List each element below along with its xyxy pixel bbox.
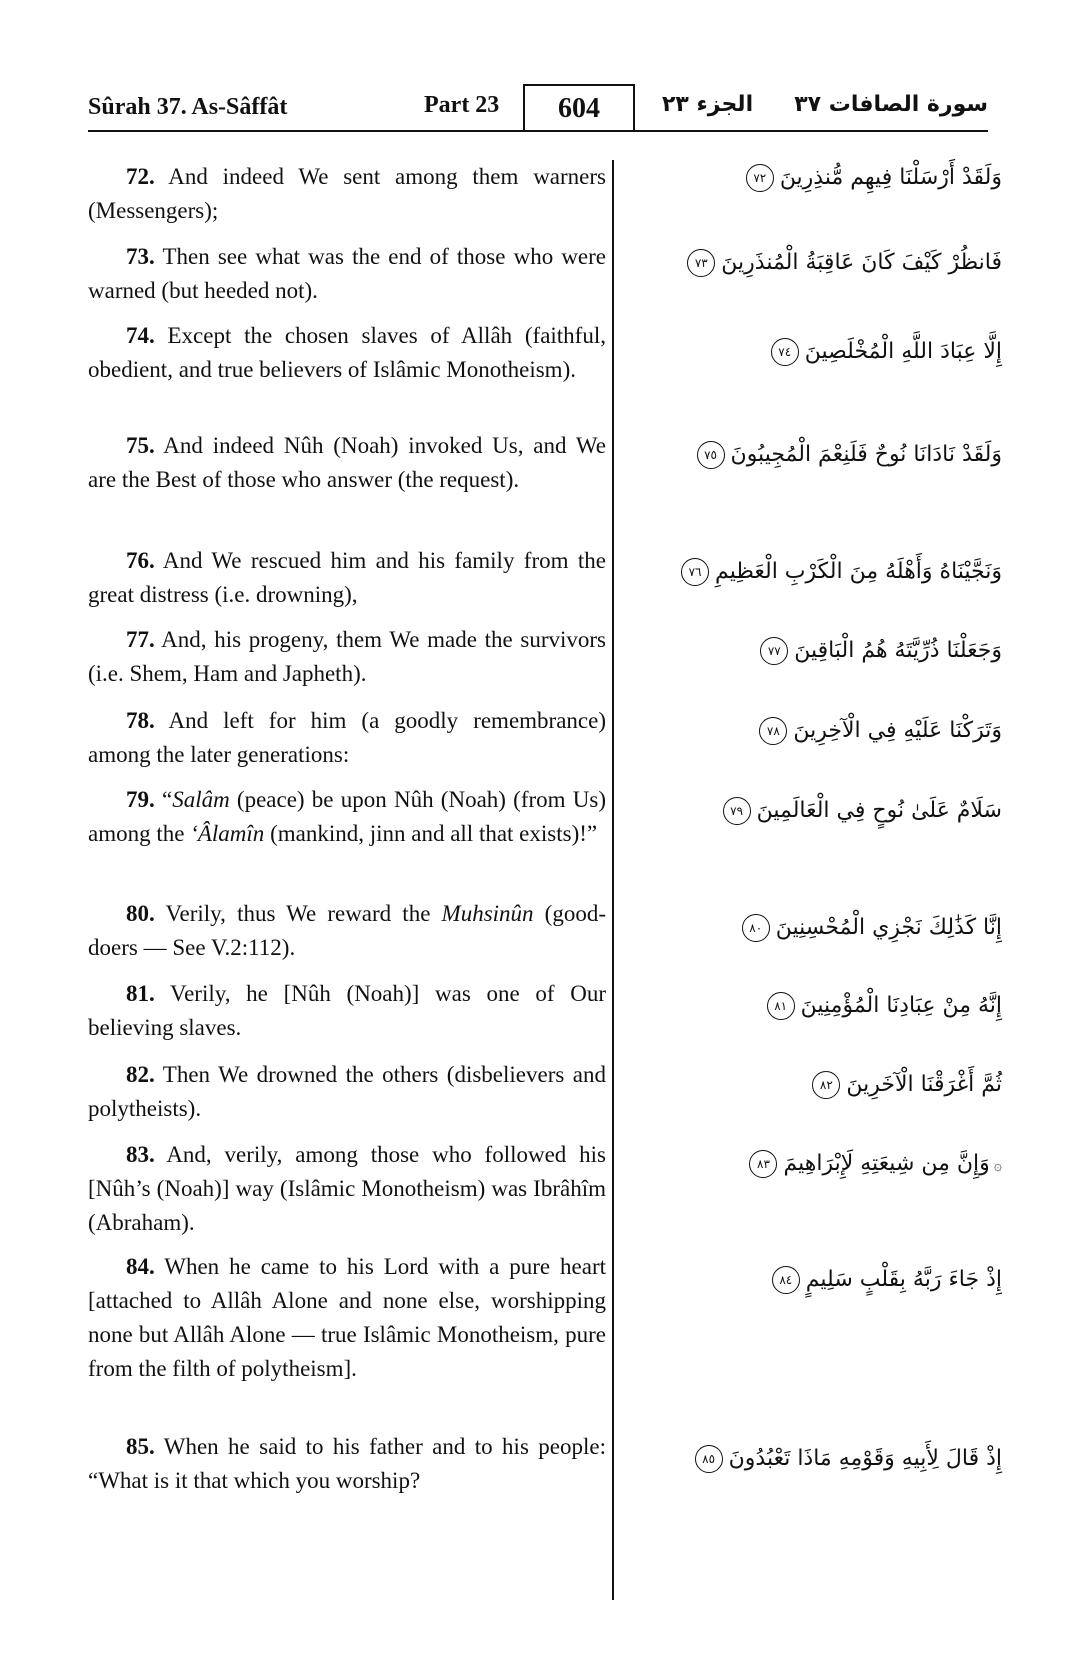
verse-text: When he said to his father and to his people: “What is it that which you worship?	[88, 1434, 606, 1493]
verse-text: And We rescued him and his family from the great distress (i.e. drowning),	[88, 548, 606, 607]
arabic-text: وَلَقَدْ أَرْسَلْنَا فِيهِم مُّنذِرِينَ	[779, 165, 1002, 190]
verse-text: Except the chosen slaves of Allâh (faithful, obedient, and true believers of Islâmic Monotheism).	[88, 323, 606, 382]
ayah-number-marker: ٧٩	[723, 797, 751, 825]
verse-number: 83.	[126, 1142, 155, 1167]
arabic-text: فَانظُرْ كَيْفَ كَانَ عَاقِبَةُ الْمُنذَرِينَ	[721, 250, 1002, 275]
verse-77-english	[88, 623, 606, 691]
verse-number: 79.	[126, 787, 155, 812]
verse-text: Verily, thus We reward the	[154, 901, 442, 926]
juz-label-arabic: الجزء ٢٣	[662, 92, 754, 117]
verse-number: 77.	[126, 627, 155, 652]
hizb-star-icon: ۞	[993, 1158, 1002, 1174]
verse-84-arabic	[662, 1262, 1002, 1298]
page-number: 604	[523, 84, 635, 130]
part-label: Part 23	[424, 92, 500, 118]
verse-text: Verily, he [Nûh (Noah)] was one of Our believing slaves.	[88, 981, 606, 1040]
ayah-number-marker: ٧٢	[746, 164, 774, 192]
verse-italic-term: ‘Âlamîn	[190, 821, 265, 846]
verse-74-arabic	[662, 334, 1002, 370]
ayah-number-marker: ٧٦	[681, 558, 709, 586]
verse-text: And, his progeny, them We made the survivors (i.e. Shem, Ham and Japheth).	[88, 627, 606, 686]
verse-81-arabic	[662, 988, 1002, 1024]
verse-number: 82.	[126, 1062, 155, 1087]
verse-number: 80.	[126, 901, 155, 926]
verse-80-arabic	[662, 910, 1002, 946]
verse-80-english	[88, 897, 606, 965]
verse-72-english	[88, 160, 606, 228]
verse-75-arabic	[662, 437, 1002, 473]
verse-83-arabic	[662, 1146, 1002, 1184]
verse-85-english	[88, 1430, 606, 1498]
verse-82-english	[88, 1058, 606, 1126]
ayah-number-marker: ٧٤	[771, 338, 799, 366]
verse-text: And, verily, among those who followed his [Nûh’s (Noah)] way (Islâmic Monotheism) was Ibrâhîm (Abraham).	[88, 1142, 606, 1235]
verse-73-english	[88, 240, 606, 308]
arabic-text: سَلَامٌ عَلَىٰ نُوحٍ فِي الْعَالَمِينَ	[756, 798, 1002, 823]
verse-85-arabic	[662, 1441, 1002, 1477]
arabic-text: إِلَّا عِبَادَ اللَّهِ الْمُخْلَصِينَ	[804, 339, 1002, 364]
verse-text: And indeed We sent among them warners (Messengers);	[88, 164, 606, 223]
ayah-number-marker: ٨٠	[742, 914, 770, 942]
ayah-number-marker: ٧٧	[760, 637, 788, 665]
verse-number: 84.	[126, 1254, 155, 1279]
column-divider	[612, 160, 614, 1600]
verse-78-english	[88, 704, 606, 772]
verse-82-arabic	[662, 1067, 1002, 1103]
ayah-number-marker: ٨٥	[695, 1445, 723, 1473]
verse-number: 75.	[126, 433, 155, 458]
verse-73-arabic	[662, 245, 1002, 281]
verse-number: 72.	[126, 164, 155, 189]
verse-number: 76.	[126, 548, 155, 573]
arabic-text: وَنَجَّيْنَاهُ وَأَهْلَهُ مِنَ الْكَرْبِ الْعَظِيمِ	[715, 559, 1002, 584]
verse-text: (mankind, jinn and all that exists)!”	[264, 821, 598, 846]
verse-text: “	[154, 787, 173, 812]
verse-italic-term: Muhsinûn	[441, 901, 534, 926]
arabic-text: إِذْ قَالَ لِأَبِيهِ وَقَوْمِهِ مَاذَا تَعْبُدُونَ	[728, 1446, 1002, 1471]
verse-text: (peace) be upon Nûh (Noah) (from Us) among the	[88, 787, 606, 846]
arabic-text: وَجَعَلْنَا ذُرِّيَّتَهُ هُمُ الْبَاقِينَ	[794, 638, 1002, 663]
ayah-number-marker: ٨٣	[749, 1150, 777, 1178]
page-header	[88, 84, 988, 132]
verse-text: And left for him (a goodly remembrance) among the later generations:	[88, 708, 606, 767]
arabic-text: وَإِنَّ مِن شِيعَتِهِ لَإِبْرَاهِيمَ	[783, 1151, 990, 1176]
verse-number: 81.	[126, 981, 155, 1006]
verse-number: 74.	[126, 323, 155, 348]
ayah-number-marker: ٧٣	[687, 249, 715, 277]
verse-83-english	[88, 1138, 606, 1240]
verse-75-english	[88, 429, 606, 497]
arabic-text: إِنَّهُ مِنْ عِبَادِنَا الْمُؤْمِنِينَ	[800, 993, 1002, 1018]
arabic-text: إِنَّا كَذَٰلِكَ نَجْزِي الْمُحْسِنِينَ	[775, 915, 1002, 940]
verse-text: Then We drowned the others (disbelievers and polytheists).	[88, 1062, 606, 1121]
header-rule	[88, 130, 988, 132]
surah-title-english: Sûrah 37. As-Sâffât	[88, 94, 288, 120]
verse-text: (good-doers — See V.2:112).	[88, 901, 606, 960]
verse-text: When he came to his Lord with a pure heart [attached to Allâh Alone and none else, worshipping none but Allâh Alone — true Islâmic Monotheism, pure from the filth of polytheism].	[88, 1254, 606, 1381]
arabic-text: ثُمَّ أَغْرَقْنَا الْآخَرِينَ	[846, 1072, 1002, 1097]
surah-title-arabic: سورة الصافات ٣٧	[794, 92, 988, 117]
verse-72-arabic	[662, 160, 1002, 196]
verse-text: Then see what was the end of those who were warned (but heeded not).	[88, 244, 606, 303]
verse-76-arabic	[662, 554, 1002, 590]
verse-italic-term: Salâm	[172, 787, 230, 812]
verse-79-english	[88, 783, 606, 851]
verse-84-english	[88, 1250, 606, 1386]
verse-74-english	[88, 319, 606, 387]
verse-number: 85.	[126, 1434, 155, 1459]
ayah-number-marker: ٧٨	[759, 717, 787, 745]
verse-number: 78.	[126, 708, 155, 733]
ayah-number-marker: ٨١	[767, 992, 795, 1020]
verse-79-arabic	[662, 793, 1002, 829]
ayah-number-marker: ٧٥	[697, 441, 725, 469]
verse-76-english	[88, 544, 606, 612]
verse-78-arabic	[662, 713, 1002, 749]
arabic-text: إِذْ جَاءَ رَبَّهُ بِقَلْبٍ سَلِيمٍ	[805, 1267, 1002, 1292]
arabic-text: وَتَرَكْنَا عَلَيْهِ فِي الْآخِرِينَ	[793, 718, 1002, 743]
ayah-number-marker: ٨٤	[772, 1266, 800, 1294]
verse-81-english	[88, 977, 606, 1045]
verse-text: And indeed Nûh (Noah) invoked Us, and We are the Best of those who answer (the request).	[88, 433, 606, 492]
arabic-text: وَلَقَدْ نَادَانَا نُوحٌ فَلَنِعْمَ الْمُجِيبُونَ	[730, 442, 1002, 467]
ayah-number-marker: ٨٢	[812, 1071, 840, 1099]
verse-number: 73.	[126, 244, 155, 269]
verse-77-arabic	[662, 633, 1002, 669]
